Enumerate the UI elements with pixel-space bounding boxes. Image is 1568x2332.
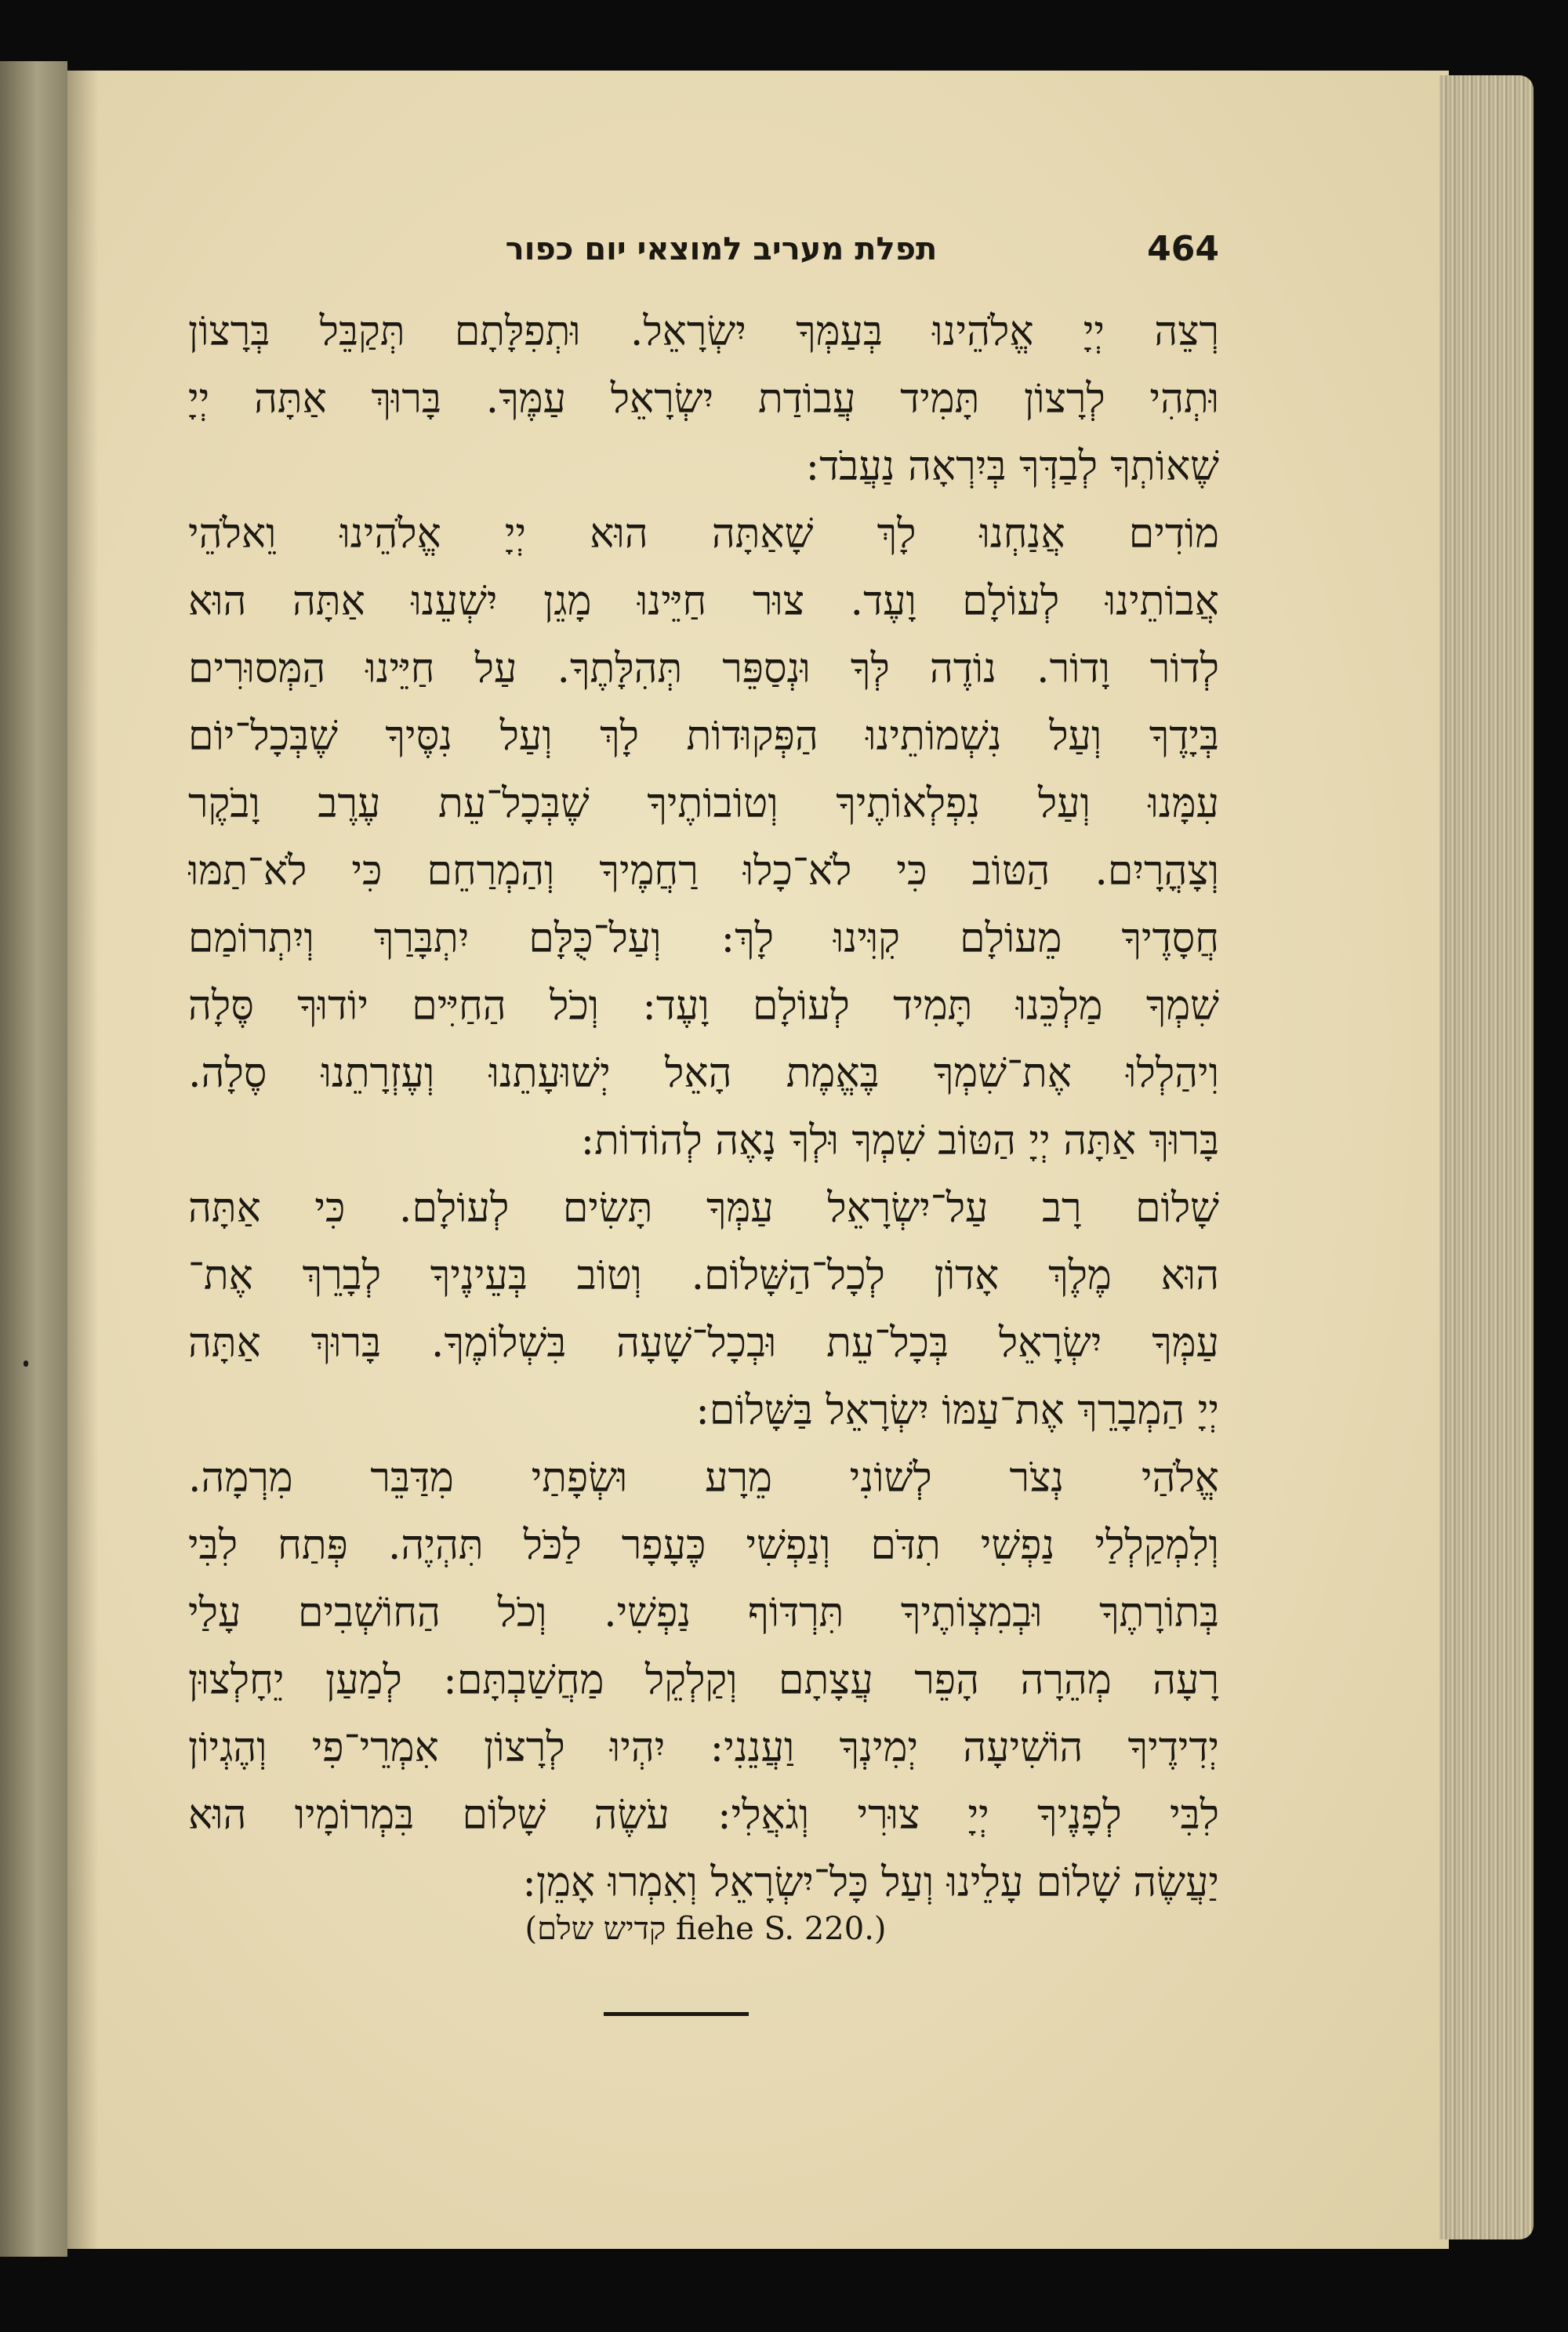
hebrew-text-block <box>188 298 1219 1916</box>
text-line: בְּתוֹרָתֶךָ וּבְמִצְוֹתֶיךָ תִּרְדּוֹף נַפְשִׁי. וְכֹל הַחוֹשְׁבִים עָלַי <box>188 1589 1219 1636</box>
text-line: עַמְּךָ יִשְׂרָאֵל בְּכָל־עֵת וּבְכָל־שָׁעָה בִּשְׁלוֹמֶךָ. בָּרוּךְ אַתָּה <box>188 1320 1219 1367</box>
text-line: לִבִּי לְפָנֶיךָ יְיָ צוּרִי וְגֹאֲלִי: עֹשֶׂה שָׁלוֹם בִּמְרוֹמָיו הוּא <box>188 1792 1219 1839</box>
text-line: שֶׁאוֹתְךָ לְבַדְּךָ בְּיִרְאָה נַעֲבֹד: <box>805 443 1219 490</box>
facing-page-edge <box>0 61 67 2257</box>
spine-shadow <box>67 71 99 2249</box>
text-line: לְדוֹר וָדוֹר. נוֹדֶה לְּךָ וּנְסַפֵּר תְּהִלָּתֶךָ. עַל חַיֵּינוּ הַמְּסוּרִים <box>188 645 1219 692</box>
text-line: הוּא מֶלֶךְ אָדוֹן לְכָל־הַשָּׁלוֹם. וְטוֹב בְּעֵינֶיךָ לְבָרֵךְ אֶת־ <box>188 1252 1219 1299</box>
text-line: אֲבוֹתֵינוּ לְעוֹלָם וָעֶד. צוּר חַיֵּינוּ מָגֵן יִשְׁעֵנוּ אַתָּה הוּא <box>188 578 1219 625</box>
text-line: עִמָּנוּ וְעַל נִפְלְאוֹתֶיךָ וְטוֹבוֹתֶיךָ שֶׁבְּכָל־עֵת עֶרֶב וָבֹקֶר <box>188 780 1219 827</box>
text-line: חֲסָדֶיךָ מֵעוֹלָם קִוִּינוּ לָךְ: וְעַל־כֻּלָּם יִתְבָּרַךְ וְיִתְרוֹמַם <box>188 915 1219 962</box>
text-line: רָעָה מְהֵרָה הָפֵר עֲצָתָם וְקַלְקֵל מַחֲשַׁבְתָּם: לְמַעַן יֵחָלְצוּן <box>188 1657 1219 1704</box>
text-line: וִיהַלְלוּ אֶת־שִׁמְךָ בֶּאֱמֶת הָאֵל יְשׁוּעָתֵנוּ וְעֶזְרָתֵנוּ סֶלָה. <box>188 1050 1219 1097</box>
text-line: שִׁמְךָ מַלְכֵּנוּ תָּמִיד לְעוֹלָם וָעֶד: וְכֹל הַחַיִּים יוֹדוּךָ סֶּלָה <box>188 983 1219 1030</box>
text-line: וְלִמְקַלְלַי נַפְשִׁי תִדֹּם וְנַפְשִׁי כֶּעָפָר לַכֹּל תִּהְיֶה. פְּתַח לִבִּי <box>188 1522 1219 1569</box>
text-line: יְדִידֶיךָ הוֹשִׁיעָה יְמִינְךָ וַעֲנֵנִי: יִהְיוּ לְרָצוֹן אִמְרֵי־פִי וְהֶגְיוֹן <box>188 1724 1219 1771</box>
end-rule <box>604 2012 749 2016</box>
text-line: בָּרוּךְ אַתָּה יְיָ הַטּוֹב שִׁמְךָ וּלְךָ נָאֶה לְהוֹדוֹת: <box>580 1117 1219 1164</box>
text-line: וְצָהֳרָיִם. הַטּוֹב כִּי לֹא־כָלוּ רַחֲמֶיךָ וְהַמְרַחֵם כִּי לֹא־תַמּוּ <box>188 848 1219 895</box>
text-line: בְּיָדֶךָ וְעַל נִשְׁמוֹתֵינוּ הַפְּקוּדוֹת לָךְ וְעַל נִסֶּיךָ שֶׁבְּכָל־יוֹם <box>188 713 1219 760</box>
page-header <box>188 226 1219 273</box>
text-line: וּתְהִי לְרָצוֹן תָּמִיד עֲבוֹדַת יִשְׂרָאֵל עַמֶּךָ. בָּרוּךְ אַתָּה יְיָ <box>188 376 1219 423</box>
text-line: שָׁלוֹם רָב עַל־יִשְׂרָאֵל עַמְּךָ תָּשִׂים לְעוֹלָם. כִּי אַתָּה <box>188 1185 1219 1232</box>
text-line: יַעֲשֶׂה שָׁלוֹם עָלֵינוּ וְעַל כָּל־יִשְׂרָאֵל וְאִמְרוּ אָמֵן: <box>522 1859 1219 1906</box>
text-line: אֱלֹהַי נְצֹר לְשׁוֹנִי מֵרָע וּשְׂפָתַי מִדַּבֵּר מִרְמָה. <box>188 1455 1219 1502</box>
text-line: רְצֵה יְיָ אֱלֹהֵינוּ בְּעַמְּךָ יִשְׂרָאֵל. וּתְפִלָּתָם תְּקַבֵּל בְּרָצוֹן <box>188 308 1219 355</box>
page-number: 464 <box>1147 229 1219 269</box>
dust-speck <box>24 1360 28 1367</box>
running-title: תפלת מעריב למוצאי יום כפור <box>505 231 938 267</box>
text-line: מוֹדִים אֲנַחְנוּ לָךְ שָׁאַתָּה הוּא יְיָ אֱלֹהֵינוּ וֵאלֹהֵי <box>188 510 1219 558</box>
footnote-reference: (קדיש שלם fiehe S. 220.) <box>524 1911 887 1947</box>
text-line: יְיָ הַמְבָרֵךְ אֶת־עַמּוֹ יִשְׂרָאֵל בַּשָּׁלוֹם: <box>695 1387 1219 1434</box>
page-block-edges <box>1439 75 1534 2239</box>
